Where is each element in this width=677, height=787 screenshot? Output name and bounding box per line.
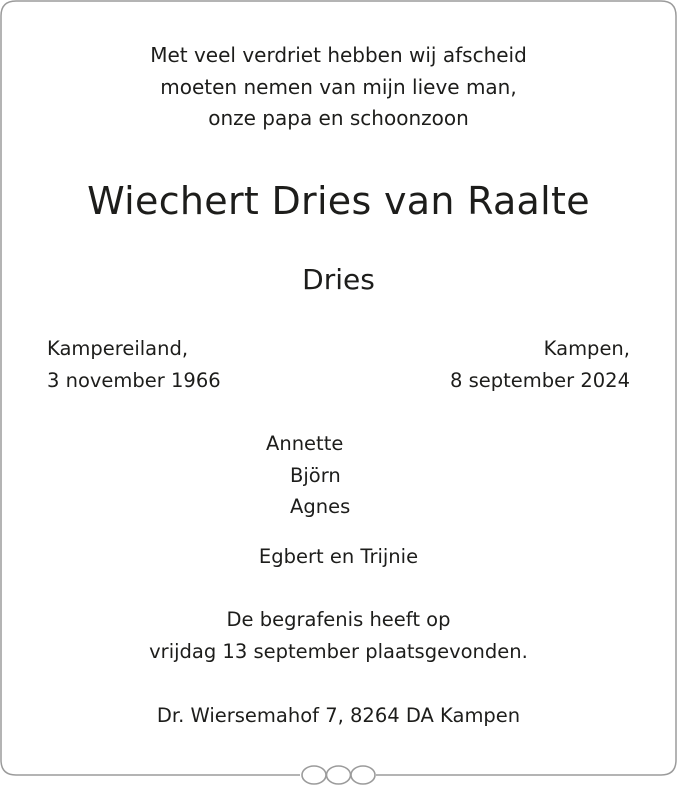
birth-date: 3 november 1966 — [47, 369, 221, 392]
funeral-line: vrijdag 13 september plaatsgevonden. — [149, 640, 528, 663]
funeral-line: De begrafenis heeft op — [226, 608, 451, 631]
death-place: Kampen, — [543, 337, 630, 360]
relative-name: Agnes — [290, 495, 351, 518]
relative-name: Annette — [266, 432, 344, 455]
intro-text — [0, 40, 677, 135]
deceased-full-name: Wiechert Dries van Raalte — [87, 179, 590, 223]
death-date: 8 september 2024 — [450, 369, 630, 392]
funeral-text — [0, 604, 677, 668]
triple-ring-ornament-icon — [302, 766, 375, 784]
correspondence-address: Dr. Wiersemahof 7, 8264 DA Kampen — [156, 704, 521, 727]
intro-line: moeten nemen van mijn lieve man, — [160, 74, 517, 99]
birth-place: Kampereiland, — [47, 337, 189, 360]
deceased-nickname: Dries — [302, 263, 375, 296]
in-laws-names: Egbert en Trijnie — [258, 545, 419, 568]
death-info — [450, 333, 630, 397]
intro-line: onze papa en schoonzoon — [208, 106, 469, 130]
intro-line: Met veel verdriet hebben wij afscheid — [150, 43, 527, 67]
birth-info — [47, 333, 221, 397]
relative-name: Björn — [290, 464, 341, 487]
